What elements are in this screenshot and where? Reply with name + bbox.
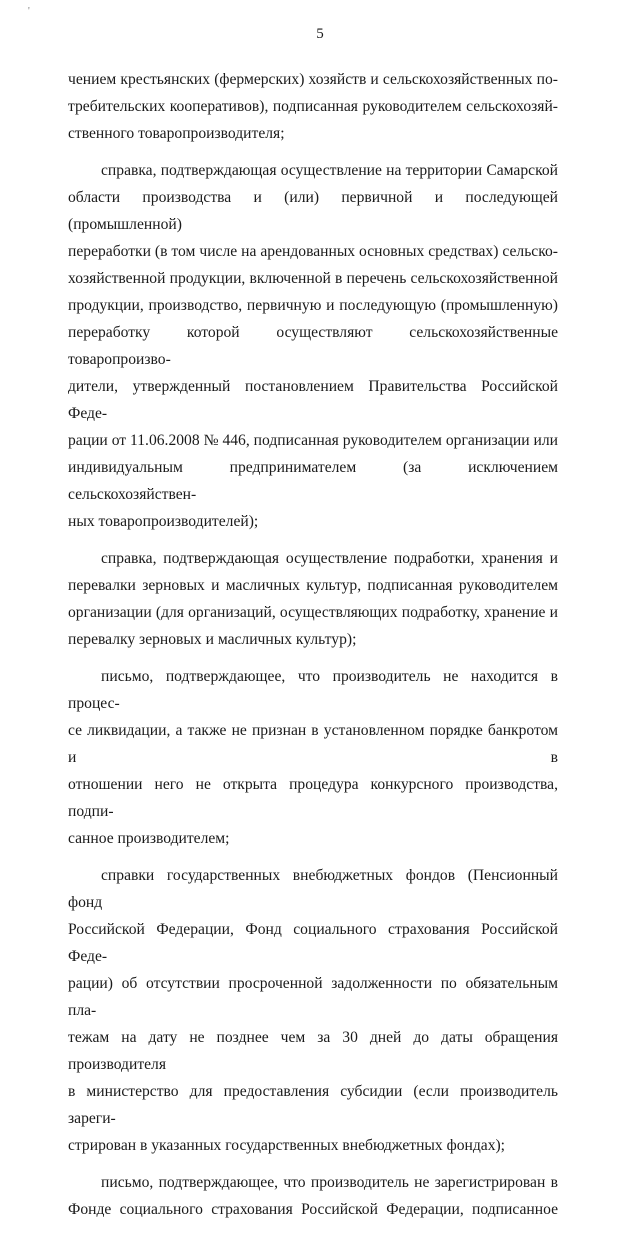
text-line: дители, утвержденный постановлением Правительства Российской Феде- (68, 378, 558, 422)
paragraph (68, 1169, 558, 1223)
paragraph (68, 663, 558, 852)
text-line: ных товаропроизводителей); (68, 513, 259, 530)
text-line: переработку которой осуществляют сельскохозяйственные товаропроизво- (68, 324, 558, 368)
text-line: Фонде социального страхования Российской Федерации, подписанное (68, 1201, 558, 1218)
text-line: рации от 11.06.2008 № 446, подписанная руководителем организации или (68, 432, 558, 449)
paragraph (68, 157, 558, 535)
text-line: рации) об отсутствии просроченной задолженности по обязательным пла- (68, 975, 558, 1019)
text-line: стрирован в указанных государственных внебюджетных фондах); (68, 1137, 506, 1154)
text-line: хозяйственной продукции, включенной в перечень сельскохозяйственной (68, 270, 558, 287)
paragraph (68, 66, 558, 147)
text-line: письмо, подтверждающее, что производитель не зарегистрирован в (101, 1174, 558, 1191)
text-line: чением крестьянских (фермерских) хозяйств и сельскохозяйственных по- (68, 71, 558, 88)
text-line: переработки (в том числе на арендованных основных средствах) сельско- (68, 243, 558, 260)
text-line: требительских кооперативов), подписанная руководителем сельскохозяй- (68, 98, 558, 115)
text-line: перевалки зерновых и масличных культур, подписанная руководителем (68, 577, 558, 594)
text-line: Российской Федерации, Фонд социального страхования Российской Феде- (68, 921, 558, 965)
text-line: справка, подтверждающая осуществление подработки, хранения и (101, 550, 558, 567)
text-line: тежам на дату не позднее чем за 30 дней до даты обращения производителя (68, 1029, 558, 1073)
paragraph (68, 862, 558, 1159)
text-line: в министерство для предоставления субсидии (если производитель зареги- (68, 1083, 558, 1127)
text-line: области производства и (или) первичной и последующей (промышленной) (68, 189, 558, 233)
document-body (68, 66, 558, 1233)
text-line: справка, подтверждающая осуществление на территории Самарской (101, 162, 558, 179)
text-line: ственного товаропроизводителя; (68, 125, 285, 142)
text-line: отношении него не открыта процедура конкурсного производства, подпи- (68, 776, 558, 820)
text-line: санное производителем; (68, 830, 230, 847)
text-line: се ликвидации, а также не признан в установленном порядке банкротом и в (68, 722, 558, 766)
text-line: письмо, подтверждающее, что производитель не находится в процес- (68, 668, 558, 712)
page-number: 5 (316, 26, 324, 42)
text-line: продукции, производство, первичную и последующую (промышленную) (68, 297, 558, 314)
paragraph (68, 545, 558, 653)
text-line: перевалку зерновых и масличных культур); (68, 631, 357, 648)
text-line: индивидуальным предпринимателем (за исключением сельскохозяйствен- (68, 459, 558, 503)
text-line: организации (для организаций, осуществляющих подработку, хранение и (68, 604, 558, 621)
scan-mark: ' (28, 6, 30, 17)
text-line: справки государственных внебюджетных фондов (Пенсионный фонд (68, 867, 558, 911)
